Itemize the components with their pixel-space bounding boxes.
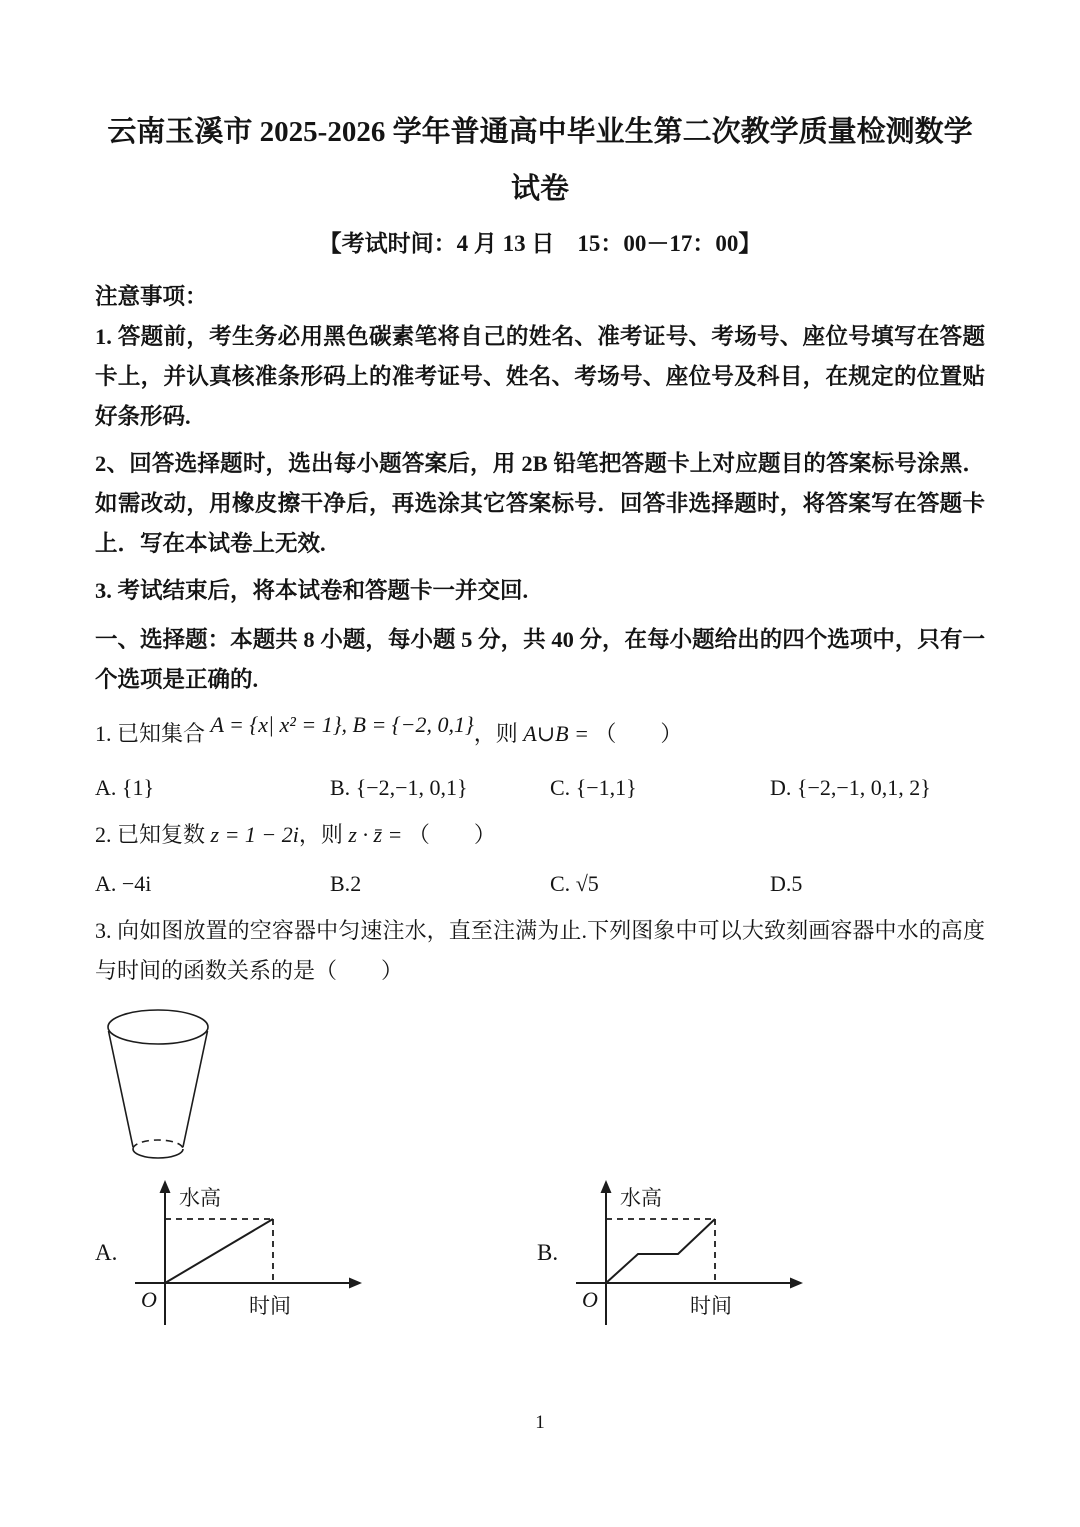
- option-label: B.: [330, 775, 351, 800]
- page-title-line1: 云南玉溪市 2025-2026 学年普通高中毕业生第二次教学质量检测数学: [107, 116, 973, 148]
- option-value: √5: [575, 871, 599, 896]
- option-label: B.: [330, 871, 351, 896]
- exam-time: 【考试时间：4 月 13 日 15：00－17：00】: [318, 231, 762, 256]
- question-2-option-c: [550, 867, 770, 901]
- option-label: D.: [770, 871, 792, 896]
- question-1-formula: A = {x| x² = 1}, B = {−2, 0,1}: [210, 712, 474, 737]
- option-label: D.: [770, 775, 792, 800]
- option-a-label: A.: [95, 1240, 118, 1265]
- question-2-formula: z = 1 − 2i: [210, 822, 299, 847]
- option-value: 5: [791, 871, 803, 896]
- question-1-option-b: [330, 771, 550, 805]
- option-value: {−2,−1, 0,1}: [355, 775, 468, 800]
- option-label: A.: [95, 871, 117, 896]
- graph-b-figure: [562, 1177, 842, 1329]
- option-label: A.: [95, 775, 117, 800]
- page-title-line2: 试卷: [510, 173, 569, 205]
- notice-item-3: 3. 考试结束后，将本试卷和答题卡一并交回.: [95, 578, 529, 603]
- question-2-option-b: [330, 867, 550, 901]
- notice-item-2: 2、回答选择题时，选出每小题答案后，用 2B 铅笔把答题卡上对应题目的答案标号涂黑．如需改动，用橡皮擦干净后，再选涂其它答案标号．回答非选择题时，将答案写在答题卡上．写在本试卷上无效.: [95, 451, 985, 556]
- section-one-heading: 一、选择题：本题共 8 小题，每小题 5 分，共 40 分，在每小题给出的四个选项中，只有一个选项是正确的.: [95, 627, 985, 692]
- graph-a-ylabel: 水高: [179, 1186, 222, 1210]
- page-number: 1: [535, 1412, 545, 1433]
- question-2-middle: ，则: [298, 822, 349, 847]
- graph-a-figure: [121, 1177, 401, 1329]
- option-value: {−2,−1, 0,1, 2}: [796, 775, 931, 800]
- option-b-label: B.: [537, 1240, 559, 1265]
- question-1-option-c: [550, 771, 770, 805]
- question-1-paren: （ ）: [594, 721, 683, 746]
- question-1-options: [95, 771, 985, 805]
- question-1-middle: ，则: [473, 721, 524, 746]
- question-2-formula2: z · z̄ =: [348, 822, 403, 847]
- cup-container-figure: [101, 1003, 226, 1173]
- question-2-option-a: [95, 867, 330, 901]
- option-value: {−1,1}: [575, 775, 637, 800]
- question-2-paren: （ ）: [407, 822, 496, 847]
- question-1-prefix: 1. 已知集合: [95, 721, 211, 746]
- option-value: {1}: [121, 775, 155, 800]
- question-2-options: [95, 867, 985, 901]
- question-1-text: [95, 709, 985, 759]
- graph-a-origin-label: O: [141, 1287, 158, 1312]
- notice-item-1: 1. 答题前，考生务必用黑色碳素笔将自己的姓名、准考证号、考场号、座位号填写在答题卡上，并认真核准条形码上的准考证号、姓名、考场号、座位号及科目，在规定的位置贴好条形码.: [95, 324, 985, 429]
- option-value: 2: [350, 871, 362, 896]
- graph-b-origin-label: O: [582, 1287, 599, 1312]
- question-1-formula2: A∪B =: [523, 721, 589, 746]
- notice-heading: 注意事项：: [95, 284, 208, 309]
- option-value: −4i: [121, 871, 152, 896]
- option-a-graph: [95, 1177, 537, 1329]
- question-1-option-d: [770, 771, 985, 805]
- option-label: C.: [550, 775, 571, 800]
- graph-a-xlabel: 时间: [249, 1294, 292, 1318]
- question-2-option-d: [770, 867, 985, 901]
- answer-graphs-row: [95, 1177, 985, 1329]
- question-2-text: [95, 815, 985, 855]
- graph-b-xlabel: 时间: [690, 1294, 733, 1318]
- graph-b-ylabel: 水高: [620, 1186, 663, 1210]
- question-1-option-a: [95, 771, 330, 805]
- option-label: C.: [550, 871, 571, 896]
- question-2-prefix: 2. 已知复数: [95, 822, 211, 847]
- option-b-graph: [537, 1177, 842, 1329]
- question-3-text: 3. 向如图放置的空容器中匀速注水，直至注满为止.下列图象中可以大致刻画容器中水的高度与时间的函数关系的是（ ）: [95, 918, 985, 983]
